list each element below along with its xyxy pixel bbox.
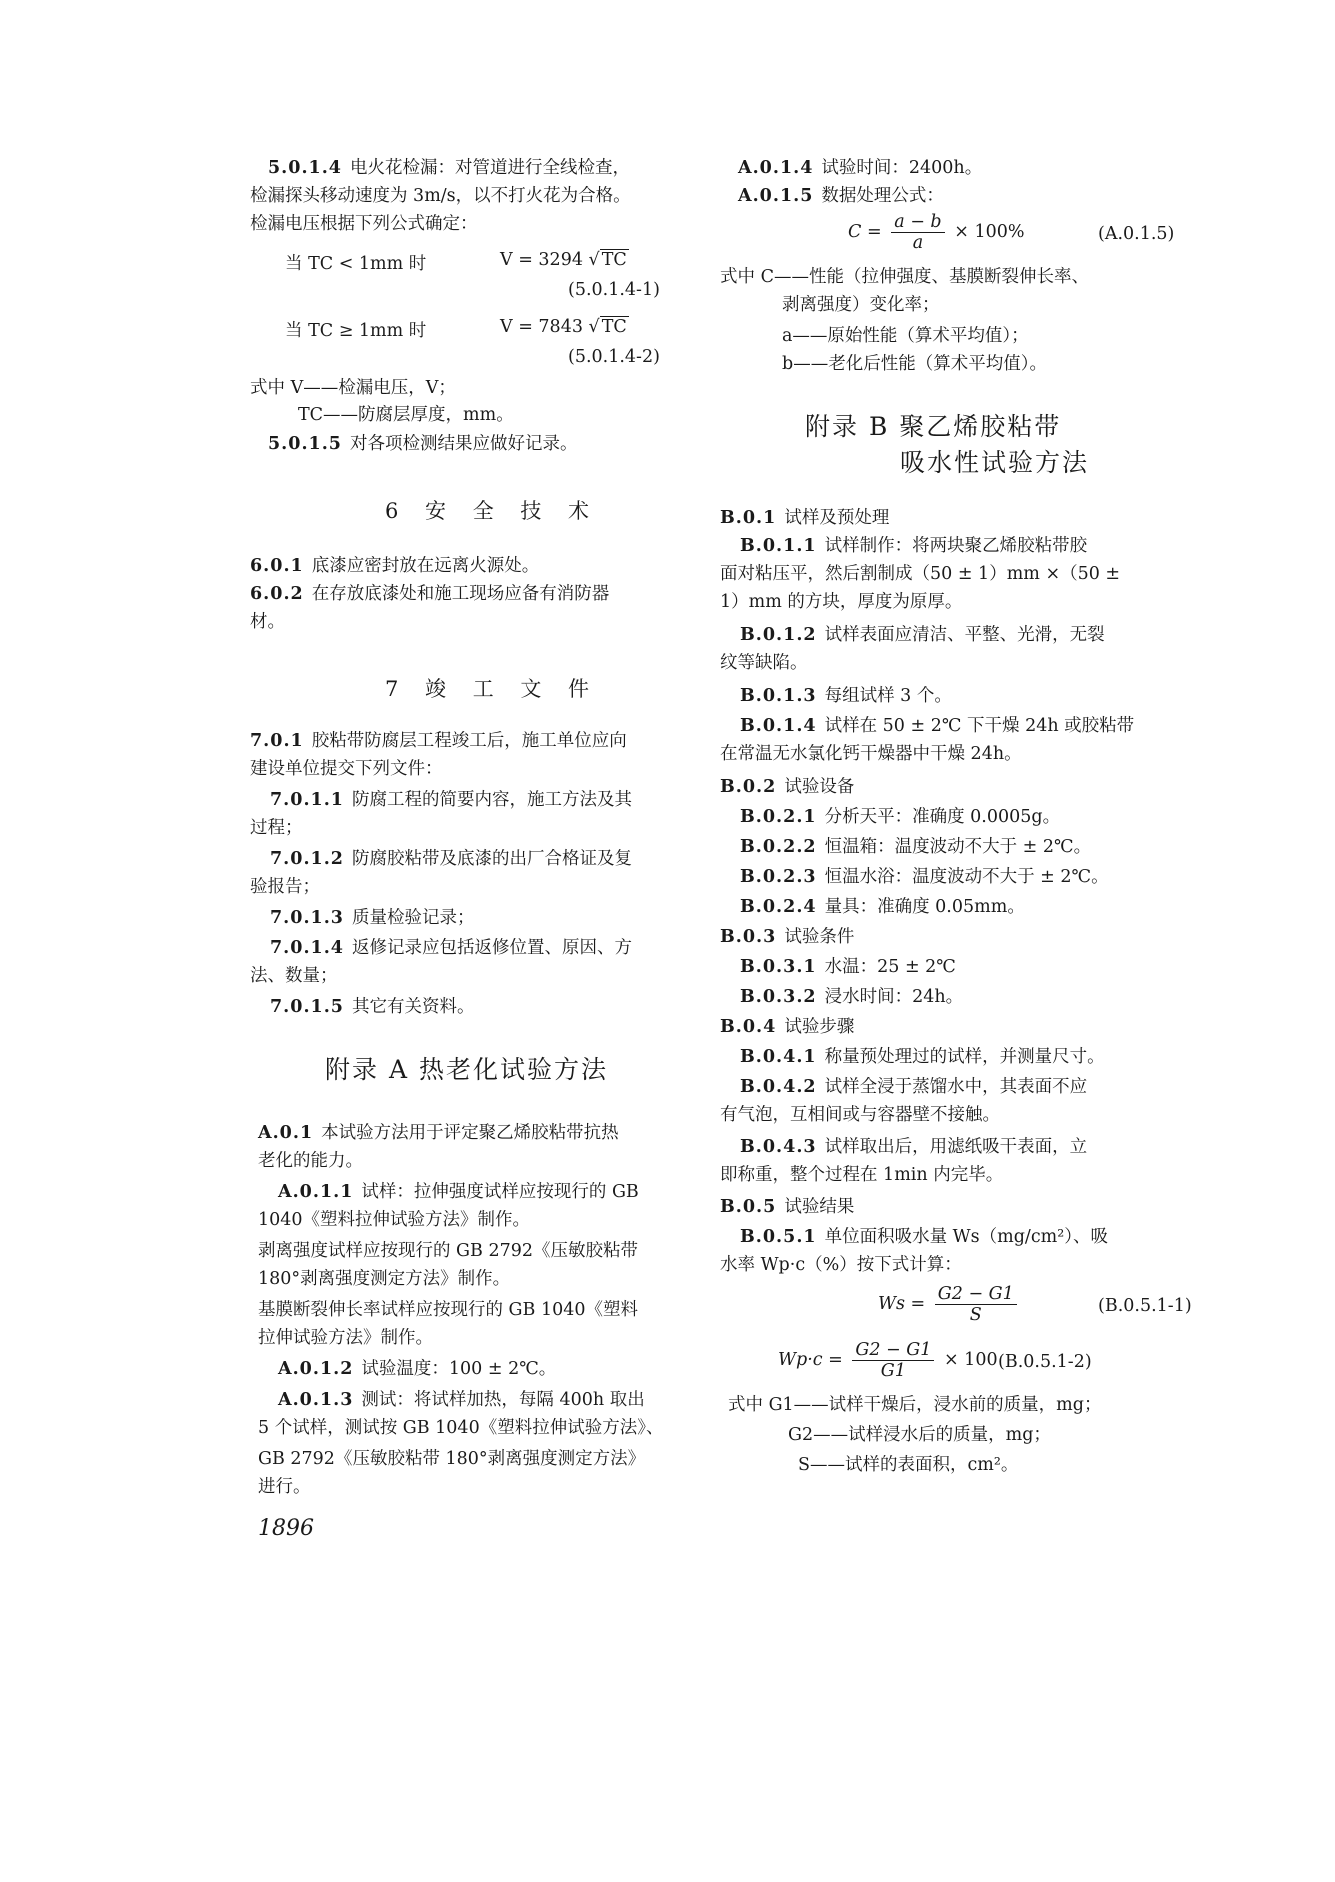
clause-number: B.0.1.4 xyxy=(740,716,817,736)
clause-b-0-3 xyxy=(720,926,854,948)
clause-text: 浸水时间：24h。 xyxy=(824,987,964,1007)
fraction xyxy=(935,1284,1017,1325)
clause-text: 在常温无水氯化钙干燥器中干燥 24h。 xyxy=(720,744,1022,764)
clause-text: 其它有关资料。 xyxy=(351,997,475,1017)
clause-number: B.0.2.4 xyxy=(740,897,817,917)
equation-tag: (B.0.5.1-2) xyxy=(998,1352,1092,1372)
clause-text: 试验时间：2400h。 xyxy=(821,158,983,178)
where-line: b——老化后性能（算术平均值）。 xyxy=(782,354,1047,374)
clause-number: 7.0.1.4 xyxy=(270,938,344,958)
clause-number: 5.0.1.5 xyxy=(268,434,342,454)
clause-number: B.0.1 xyxy=(720,508,777,528)
clause-text: 试验条件 xyxy=(784,927,855,947)
equation-5-0-1-4-1 xyxy=(500,250,629,270)
clause-text: 每组试样 3 个。 xyxy=(824,686,952,706)
clause-text: 法、数量； xyxy=(250,966,338,986)
clause-text: 即称重，整个过程在 1min 内完毕。 xyxy=(720,1165,1004,1185)
clause-b-0-2 xyxy=(720,776,854,798)
appendix-b-title-line1: 附录 B 聚乙烯胶粘带 xyxy=(805,412,1062,441)
clause-5-0-1-5 xyxy=(268,433,577,455)
clause-b-0-2-1 xyxy=(740,806,1060,828)
equation-tag: (A.0.1.5) xyxy=(1098,224,1175,244)
equation-radicand: TC xyxy=(601,250,627,270)
clause-number: B.0.1.1 xyxy=(740,536,817,556)
clause-number: B.0.4.3 xyxy=(740,1137,817,1157)
equation-rhs: × 100% xyxy=(954,222,1025,242)
clause-number: 6.0.1 xyxy=(250,556,304,576)
clause-text: 胶粘带防腐层工程竣工后，施工单位应向 xyxy=(311,731,627,751)
equation-lhs: Ws = xyxy=(878,1294,926,1314)
clause-text: 5 个试样，测试按 GB 1040《塑料拉伸试验方法》、 xyxy=(258,1418,664,1438)
clause-b-0-4 xyxy=(720,1016,854,1038)
equation-tag: (5.0.1.4-2) xyxy=(568,347,660,367)
clause-number: 5.0.1.4 xyxy=(268,158,342,178)
clause-number: B.0.1.3 xyxy=(740,686,817,706)
equation-condition: 当 TC ≥ 1mm 时 xyxy=(285,321,427,341)
clause-text: 过程； xyxy=(250,818,303,838)
clause-a-0-1-5 xyxy=(738,185,944,207)
clause-text: 恒温水浴：温度波动不大于 ± 2℃。 xyxy=(824,867,1109,887)
page-number: 1896 xyxy=(258,1516,314,1541)
clause-b-0-1-2 xyxy=(740,624,1105,646)
clause-text: 单位面积吸水量 Ws（mg/cm²）、吸 xyxy=(824,1227,1108,1247)
clause-number: 7.0.1.5 xyxy=(270,997,344,1017)
clause-7-0-1-5 xyxy=(270,996,474,1018)
clause-text: 防腐工程的简要内容，施工方法及其 xyxy=(351,790,632,810)
equation-rhs: × 100 xyxy=(943,1350,998,1370)
fraction-denominator: S xyxy=(969,1305,982,1325)
clause-7-0-1-3 xyxy=(270,907,474,929)
clause-text: 称量预处理过的试样，并测量尺寸。 xyxy=(824,1047,1105,1067)
fraction-denominator: G1 xyxy=(880,1361,906,1381)
clause-number: B.0.1.2 xyxy=(740,625,817,645)
clause-number: A.0.1 xyxy=(258,1123,314,1143)
clause-text: 验报告； xyxy=(250,877,320,897)
fraction-numerator: G2 − G1 xyxy=(935,1284,1017,1305)
clause-number: B.0.3 xyxy=(720,927,777,947)
equation-5-0-1-4-2 xyxy=(500,317,629,337)
clause-text: 防腐胶粘带及底漆的出厂合格证及复 xyxy=(351,849,632,869)
clause-a-0-1 xyxy=(258,1122,619,1144)
clause-b-0-2-3 xyxy=(740,866,1109,888)
fraction xyxy=(852,1340,934,1381)
clause-text: 试样及预处理 xyxy=(784,508,890,528)
section-title-6: 6 安 全 技 术 xyxy=(385,499,600,523)
clause-number: B.0.4 xyxy=(720,1017,777,1037)
equation-lhs: V = 7843 xyxy=(500,317,583,337)
where-line: 式中 G1——试样干燥后，浸水前的质量，mg； xyxy=(728,1395,1102,1415)
clause-number: B.0.3.1 xyxy=(740,957,817,977)
clause-number: B.0.4.2 xyxy=(740,1077,817,1097)
clause-text: 拉伸试验方法》制作。 xyxy=(258,1328,433,1348)
clause-b-0-3-2 xyxy=(740,986,963,1008)
equation-a-0-1-5 xyxy=(848,212,1024,253)
clause-text: 老化的能力。 xyxy=(258,1151,363,1171)
clause-7-0-1-2 xyxy=(270,848,632,870)
equation-b-0-5-1-1 xyxy=(878,1284,1021,1325)
clause-b-0-2-4 xyxy=(740,896,1025,918)
clause-number: B.0.5.1 xyxy=(740,1227,817,1247)
clause-b-0-5 xyxy=(720,1196,854,1218)
clause-b-0-1-1 xyxy=(740,535,1087,557)
clause-number: 6.0.2 xyxy=(250,584,304,604)
clause-a-0-1-4 xyxy=(738,157,982,179)
clause-text: 基膜断裂伸长率试样应按现行的 GB 1040《塑料 xyxy=(258,1300,638,1320)
clause-text: 本试验方法用于评定聚乙烯胶粘带抗热 xyxy=(321,1123,619,1143)
equation-lhs: C = xyxy=(848,222,882,242)
where-line: 剥离强度）变化率； xyxy=(782,295,940,315)
clause-text: 剥离强度试样应按现行的 GB 2792《压敏胶粘带 xyxy=(258,1241,638,1261)
clause-text: 返修记录应包括返修位置、原因、方 xyxy=(351,938,632,958)
clause-b-0-1-4 xyxy=(740,715,1134,737)
clause-number: A.0.1.3 xyxy=(278,1390,354,1410)
clause-number: A.0.1.5 xyxy=(738,186,814,206)
clause-text: 试样：拉伸强度试样应按现行的 GB xyxy=(361,1182,639,1202)
equation-b-0-5-1-2 xyxy=(778,1340,998,1381)
where-line: 式中 C——性能（拉伸强度、基膜断裂伸长率、 xyxy=(720,267,1089,287)
clause-b-0-4-1 xyxy=(740,1046,1105,1068)
clause-text: 量具：准确度 0.05mm。 xyxy=(824,897,1025,917)
clause-text: 试验温度：100 ± 2℃。 xyxy=(361,1359,557,1379)
clause-text: 1040《塑料拉伸试验方法》制作。 xyxy=(258,1210,531,1230)
clause-text: 质量检验记录； xyxy=(351,908,475,928)
clause-a-0-1-2 xyxy=(278,1358,556,1380)
clause-text: 对各项检测结果应做好记录。 xyxy=(349,434,578,454)
clause-b-0-5-1 xyxy=(740,1226,1108,1248)
clause-text: 在存放底漆处和施工现场应备有消防器 xyxy=(311,584,610,604)
fraction-denominator: a xyxy=(912,233,924,253)
clause-text: 恒温箱：温度波动不大于 ± 2℃。 xyxy=(824,837,1092,857)
equation-condition: 当 TC < 1mm 时 xyxy=(285,254,427,274)
clause-b-0-1-3 xyxy=(740,685,952,707)
clause-text: 试样表面应清洁、平整、光滑，无裂 xyxy=(824,625,1105,645)
clause-text: 电火花检漏：对管道进行全线检查， xyxy=(349,158,630,178)
clause-text: 检漏探头移动速度为 3m/s，以不打火花为合格。 xyxy=(250,186,631,206)
clause-number: B.0.3.2 xyxy=(740,987,817,1007)
clause-text: 分析天平：准确度 0.0005g。 xyxy=(824,807,1061,827)
clause-6-0-1 xyxy=(250,555,539,577)
clause-number: B.0.4.1 xyxy=(740,1047,817,1067)
clause-number: B.0.5 xyxy=(720,1197,777,1217)
clause-text: 有气泡，互相间或与容器壁不接触。 xyxy=(720,1105,1000,1125)
fraction-numerator: a − b xyxy=(891,212,944,233)
clause-text: 试样全浸于蒸馏水中，其表面不应 xyxy=(824,1077,1088,1097)
equation-lhs: V = 3294 xyxy=(500,250,583,270)
clause-text: 试验设备 xyxy=(784,777,855,797)
clause-text: 面对粘压平，然后割制成（50 ± 1）mm ×（50 ± xyxy=(720,564,1121,584)
clause-5-0-1-4 xyxy=(268,157,630,179)
clause-number: 7.0.1.1 xyxy=(270,790,344,810)
clause-text: 1）mm 的方块，厚度为原厚。 xyxy=(720,592,963,612)
clause-a-0-1-3 xyxy=(278,1389,645,1411)
sqrt-symbol: √ xyxy=(588,317,600,337)
where-line: TC——防腐层厚度，mm。 xyxy=(298,405,514,425)
clause-text: 180°剥离强度测定方法》制作。 xyxy=(258,1269,511,1289)
clause-b-0-4-2 xyxy=(740,1076,1087,1098)
equation-tag: (5.0.1.4-1) xyxy=(568,280,660,300)
clause-text: 进行。 xyxy=(258,1477,311,1497)
where-line: 式中 V——检漏电压，V； xyxy=(250,378,456,398)
clause-7-0-1-4 xyxy=(270,937,632,959)
clause-number: 7.0.1 xyxy=(250,731,304,751)
clause-number: B.0.2.2 xyxy=(740,837,817,857)
equation-lhs: Wp·c = xyxy=(778,1350,843,1370)
clause-number: A.0.1.4 xyxy=(738,158,814,178)
clause-b-0-4-3 xyxy=(740,1136,1087,1158)
clause-text: 试验步骤 xyxy=(784,1017,855,1037)
clause-number: A.0.1.2 xyxy=(278,1359,354,1379)
fraction xyxy=(891,212,944,253)
clause-b-0-1 xyxy=(720,507,889,529)
clause-text: 试样制作：将两块聚乙烯胶粘带胶 xyxy=(824,536,1088,556)
clause-number: 7.0.1.2 xyxy=(270,849,344,869)
clause-text: 数据处理公式： xyxy=(821,186,944,206)
clause-number: B.0.2.3 xyxy=(740,867,817,887)
clause-text: 材。 xyxy=(250,612,285,632)
clause-text: 纹等缺陷。 xyxy=(720,653,808,673)
clause-6-0-2 xyxy=(250,583,609,605)
clause-text: 水率 Wp·c（%）按下式计算： xyxy=(720,1255,962,1275)
where-line: G2——试样浸水后的质量，mg； xyxy=(788,1425,1051,1445)
clause-7-0-1-1 xyxy=(270,789,632,811)
clause-text: 试样在 50 ± 2℃ 下干燥 24h 或胶粘带 xyxy=(824,716,1135,736)
clause-text: 试验结果 xyxy=(784,1197,855,1217)
clause-number: B.0.2 xyxy=(720,777,777,797)
clause-number: A.0.1.1 xyxy=(278,1182,354,1202)
clause-number: 7.0.1.3 xyxy=(270,908,344,928)
clause-text: 底漆应密封放在远离火源处。 xyxy=(311,556,540,576)
clause-text: 测试：将试样加热，每隔 400h 取出 xyxy=(361,1390,645,1410)
appendix-b-title-line2: 吸水性试验方法 xyxy=(900,448,1090,477)
equation-tag: (B.0.5.1-1) xyxy=(1098,1296,1192,1316)
clause-text: 试样取出后，用滤纸吸干表面，立 xyxy=(824,1137,1088,1157)
clause-b-0-3-1 xyxy=(740,956,956,978)
where-line: S——试样的表面积，cm²。 xyxy=(798,1455,1019,1475)
clause-text: 建设单位提交下列文件： xyxy=(250,759,443,779)
clause-a-0-1-1 xyxy=(278,1181,639,1203)
where-line: a——原始性能（算术平均值）； xyxy=(782,326,1029,346)
clause-text: 水温：25 ± 2℃ xyxy=(824,957,956,977)
fraction-numerator: G2 − G1 xyxy=(852,1340,934,1361)
section-title-7: 7 竣 工 文 件 xyxy=(385,677,600,701)
appendix-a-title: 附录 A 热老化试验方法 xyxy=(325,1055,608,1084)
clause-number: B.0.2.1 xyxy=(740,807,817,827)
equation-radicand: TC xyxy=(601,317,627,337)
clause-7-0-1 xyxy=(250,730,627,752)
sqrt-symbol: √ xyxy=(588,250,600,270)
clause-b-0-2-2 xyxy=(740,836,1091,858)
clause-text: GB 2792《压敏胶粘带 180°剥离强度测定方法》 xyxy=(258,1449,646,1469)
clause-text: 检漏电压根据下列公式确定： xyxy=(250,214,478,234)
